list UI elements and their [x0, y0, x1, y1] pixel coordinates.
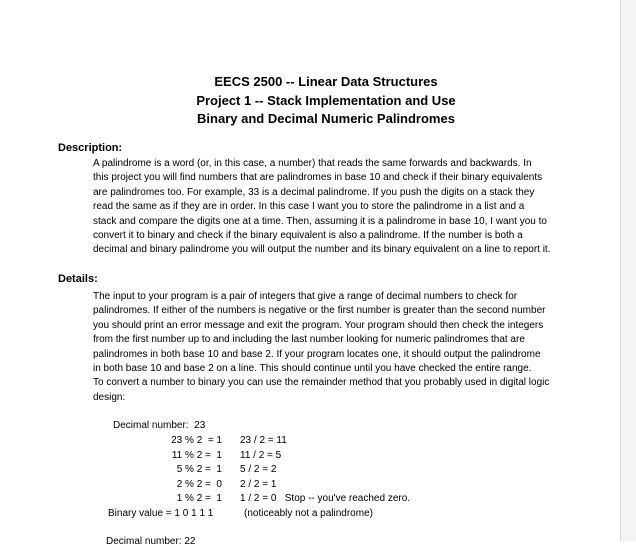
title-topic: Binary and Decimal Numeric Palindromes: [197, 111, 455, 126]
binary-value-label: Binary value = 1 0 1 1 1: [108, 508, 214, 519]
quotient-step: 2 / 2 = 1: [240, 479, 277, 490]
quotient-step: 11 / 2 = 5: [240, 450, 282, 461]
decimal-number-label: Decimal number: 23: [113, 420, 206, 431]
remainder-step: 11 % 2 = 1: [171, 450, 222, 461]
details-heading: Details:: [58, 273, 98, 285]
text-line: decimal and binary palindrome you will output the number and its binary equivalent on a line to report it.: [93, 244, 551, 256]
binary-note: (noticeably not a palindrome): [244, 508, 373, 519]
title-project: Project 1 -- Stack Implementation and Use: [196, 93, 456, 108]
text-line: design:: [93, 391, 126, 403]
text-line: The input to your program is a pair of integers that give a range of decimal numbers to check for: [93, 291, 518, 302]
remainder-step: 1 % 2 = 1: [176, 493, 222, 504]
quotient-step: 1 / 2 = 0 Stop -- you've reached zero.: [240, 493, 411, 504]
text-line: convert it to binary and check if the binary equivalent is also a palindrome. If the number is both a: [93, 230, 523, 242]
remainder-step: 5 % 2 = 1: [176, 464, 222, 475]
text-line: from the first number up to and including the last number looking for numeric palindromes that are: [93, 334, 525, 346]
text-line: you should print an error message and exit the program. Your program should then check the integers: [93, 319, 544, 331]
text-line: To convert a number to binary you can use the remainder method that you probably used in digital logic: [93, 377, 550, 389]
text-line: read the same as if they are in order. In this case I want you to store the palindrome in a list and a: [93, 201, 525, 213]
text-line: A palindrome is a word (or, in this case, a number) that reads the same forwards and backwards. In: [93, 158, 532, 169]
text-line: in both base 10 and base 2 on a line. This should continue until you have checked the entire range.: [93, 363, 532, 375]
details-paragraph: [93, 290, 598, 405]
next-example-cut: Decimal number: 22: [106, 536, 196, 547]
text-line: this project you will find numbers that are palindromes in base 10 and check if their binary equivalents: [93, 172, 543, 184]
text-line: stack and compare the digits one at a time. Then, assuming it is a palindrome in base 10, I want you to: [93, 215, 547, 227]
description-heading: Description:: [58, 142, 123, 154]
quotient-step: 5 / 2 = 2: [240, 464, 277, 475]
remainder-step: 2 % 2 = 0: [176, 479, 222, 490]
text-line: are palindromes too. For example, 33 is a decimal palindrome. If you push the digits on a stack they: [93, 186, 535, 198]
quotient-step: 23 / 2 = 11: [240, 435, 287, 446]
description-paragraph: [93, 157, 598, 258]
text-line: palindromes. If either of the numbers is negative or the first number is greater than the second number: [93, 305, 546, 317]
text-line: palindromes in both base 10 and base 2. If your program locates one, it should output the palindrome: [93, 348, 541, 360]
remainder-step: 23 % 2 = 1: [171, 435, 222, 446]
title-course: EECS 2500 -- Linear Data Structures: [214, 74, 438, 89]
